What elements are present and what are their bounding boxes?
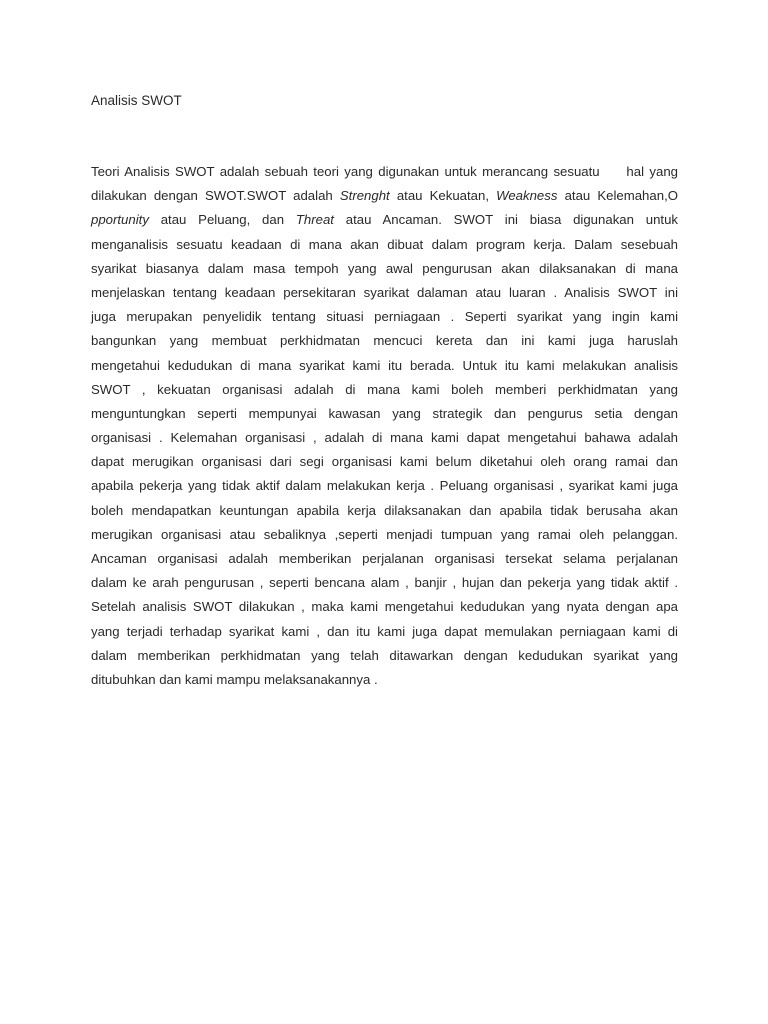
text-segment: Ancaman organisasi adalah memberikan perjalanan organisasi tersekat selama perjalanan	[91, 551, 678, 566]
text-segment: menguntungkan seperti mempunyai kawasan yang strategik dan pengurus setia dengan	[91, 405, 678, 421]
paragraph-line	[91, 620, 678, 644]
text-segment: mengetahui kedudukan di mana syarikat kami itu berada. Untuk itu kami melakukan analisis	[91, 357, 678, 373]
paragraph-line	[91, 281, 678, 305]
text-segment: atau Peluang, dan	[148, 212, 296, 228]
paragraph-line	[91, 184, 678, 208]
paragraph-line	[91, 523, 678, 547]
text-segment: ditubuhkan dan kami mampu melaksanakannya .	[91, 671, 378, 687]
text-segment: apabila pekerja yang tidak aktif dalam melakukan kerja . Peluang organisasi , syarikat kami juga	[91, 478, 678, 494]
paragraph-line	[91, 378, 678, 402]
italic-term: Threat	[295, 212, 334, 228]
text-segment: SWOT , kekuatan organisasi adalah di mana kami boleh memberi perkhidmatan yang	[91, 381, 678, 397]
paragraph-line	[91, 160, 678, 184]
text-segment: dalam memberikan perkhidmatan yang telah ditawarkan dengan kedudukan syarikat yang	[91, 647, 678, 663]
text-segment: dalam ke arah pengurusan , seperti bencana alam , banjir , hujan dan pekerja yang tidak aktif .	[91, 575, 678, 591]
text-segment: syarikat biasanya dalam masa tempoh yang awal pengurusan akan dilaksanakan di mana	[91, 260, 678, 276]
document-body-paragraph	[91, 160, 678, 692]
text-segment: atau Ancaman. SWOT ini biasa digunakan untuk	[333, 212, 679, 228]
text-segment: boleh mendapatkan keuntungan apabila kerja dilaksanakan dan apabila tidak berusaha akan	[91, 502, 678, 518]
text-segment: juga merupakan penyelidik tentang situasi perniagaan . Seperti syarikat yang ingin kami	[91, 309, 678, 325]
paragraph-line	[91, 329, 678, 353]
paragraph-line	[91, 644, 678, 668]
document-title: Analisis SWOT	[91, 93, 182, 108]
paragraph-line	[91, 571, 678, 595]
text-segment: bangunkan yang membuat perkhidmatan mencuci kereta dan ini kami juga haruslah	[91, 333, 678, 349]
paragraph-line	[91, 354, 678, 378]
text-segment: atau Kekuatan,	[389, 188, 497, 204]
paragraph-line	[91, 547, 678, 571]
italic-term: Weakness	[496, 188, 558, 204]
text-segment: Teori Analisis SWOT adalah sebuah teori yang digunakan untuk merancang sesuatu hal yang	[91, 164, 678, 179]
paragraph-line	[91, 668, 678, 692]
paragraph-line	[91, 426, 678, 450]
text-segment: menganalisis sesuatu keadaan di mana akan dibuat dalam program kerja. Dalam sesebuah	[91, 236, 678, 252]
paragraph-line	[91, 499, 678, 523]
text-segment: atau Kelemahan,O	[557, 188, 678, 204]
paragraph-line	[91, 257, 678, 281]
italic-term: pportunity	[91, 212, 149, 228]
paragraph-line	[91, 450, 678, 474]
text-segment: dilakukan dengan SWOT.SWOT adalah	[91, 188, 340, 204]
paragraph-line	[91, 305, 678, 329]
paragraph-line	[91, 233, 678, 257]
text-segment: Setelah analisis SWOT dilakukan , maka kami mengetahui kedudukan yang nyata dengan apa	[91, 599, 678, 615]
paragraph-line	[91, 208, 678, 232]
paragraph-line	[91, 595, 678, 619]
text-segment: merugikan organisasi atau sebaliknya ,seperti menjadi tumpuan yang ramai oleh pelanggan.	[91, 526, 678, 542]
text-segment: organisasi . Kelemahan organisasi , adalah di mana kami dapat mengetahui bahawa adalah	[91, 430, 678, 446]
text-segment: dapat merugikan organisasi dari segi organisasi kami belum diketahui oleh orang ramai dan	[91, 454, 678, 470]
italic-term: Strenght	[339, 188, 390, 204]
paragraph-line	[91, 474, 678, 498]
text-segment: menjelaskan tentang keadaan persekitaran syarikat dalaman atau luaran . Analisis SWOT ini	[91, 284, 678, 300]
paragraph-line	[91, 402, 678, 426]
text-segment: yang terjadi terhadap syarikat kami , dan itu kami juga dapat memulakan perniagaan kami di	[91, 623, 678, 639]
